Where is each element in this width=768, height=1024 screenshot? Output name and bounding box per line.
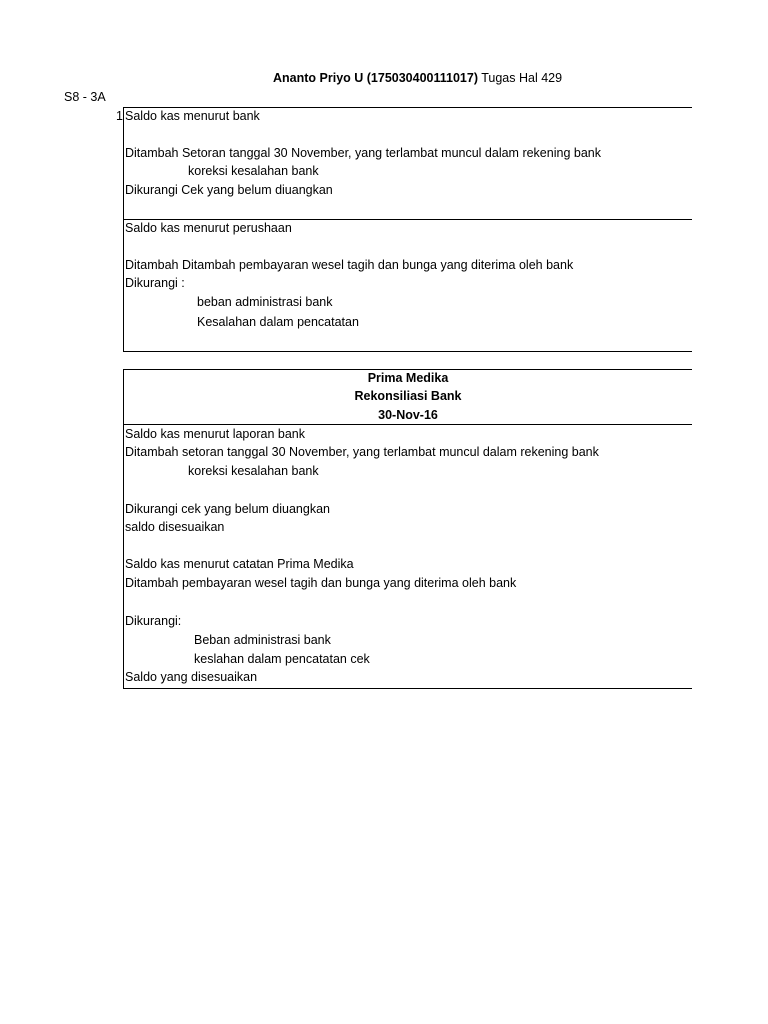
box1-line: Dikurangi Cek yang belum diuangkan	[125, 183, 333, 197]
box1-line: koreksi kesalahan bank	[188, 164, 319, 178]
box1-bottom-border	[123, 351, 692, 352]
section-code: S8 - 3A	[64, 90, 106, 104]
box1-line: Kesalahan dalam pencatatan	[197, 315, 359, 329]
author-name: Ananto Priyo U (175030400111017)	[273, 71, 478, 85]
statement-date: 30-Nov-16	[378, 408, 438, 422]
box1-line: Saldo kas menurut perushaan	[125, 221, 292, 235]
box2-line: Saldo yang disesuaikan	[125, 670, 258, 684]
box1-line: Saldo kas menurut bank	[125, 109, 260, 123]
box2-line: Dikurangi:	[125, 614, 182, 628]
box2-line: Ditambah pembayaran wesel tagih dan bunga yang diterima oleh bank	[125, 576, 517, 590]
box1-left-border	[123, 107, 124, 352]
box1-top-border	[123, 107, 692, 108]
box2-line: Dikurangi cek yang belum diuangkan	[125, 502, 330, 516]
box1-line: Ditambah Ditambah pembayaran wesel tagih dan bunga yang diterima oleh bank	[125, 258, 574, 272]
document-title	[273, 71, 562, 86]
company-name: Prima Medika	[367, 371, 449, 385]
box1-line: Ditambah Setoran tanggal 30 November, yang terlambat muncul dalam rekening bank	[125, 146, 601, 160]
statement-title: Rekonsiliasi Bank	[354, 389, 462, 403]
box2-top-border	[123, 369, 692, 370]
box2-line: saldo disesuaikan	[125, 520, 225, 534]
box1-line: Dikurangi :	[125, 276, 185, 290]
box1-line: beban administrasi bank	[197, 295, 333, 309]
box2-line: Ditambah setoran tanggal 30 November, yang terlambat muncul dalam rekening bank	[125, 445, 599, 459]
item-number: 1	[116, 109, 123, 123]
box2-line: Beban administrasi bank	[194, 633, 331, 647]
box2-line: koreksi kesalahan bank	[188, 464, 319, 478]
task-reference: Tugas Hal 429	[477, 71, 563, 85]
box2-bottom-border	[123, 688, 692, 689]
box1-middle-border	[123, 219, 692, 220]
box2-line: Saldo kas menurut laporan bank	[125, 427, 305, 441]
box2-line: keslahan dalam pencatatan cek	[194, 652, 370, 666]
box2-header-border	[123, 424, 692, 425]
box2-line: Saldo kas menurut catatan Prima Medika	[125, 557, 354, 571]
